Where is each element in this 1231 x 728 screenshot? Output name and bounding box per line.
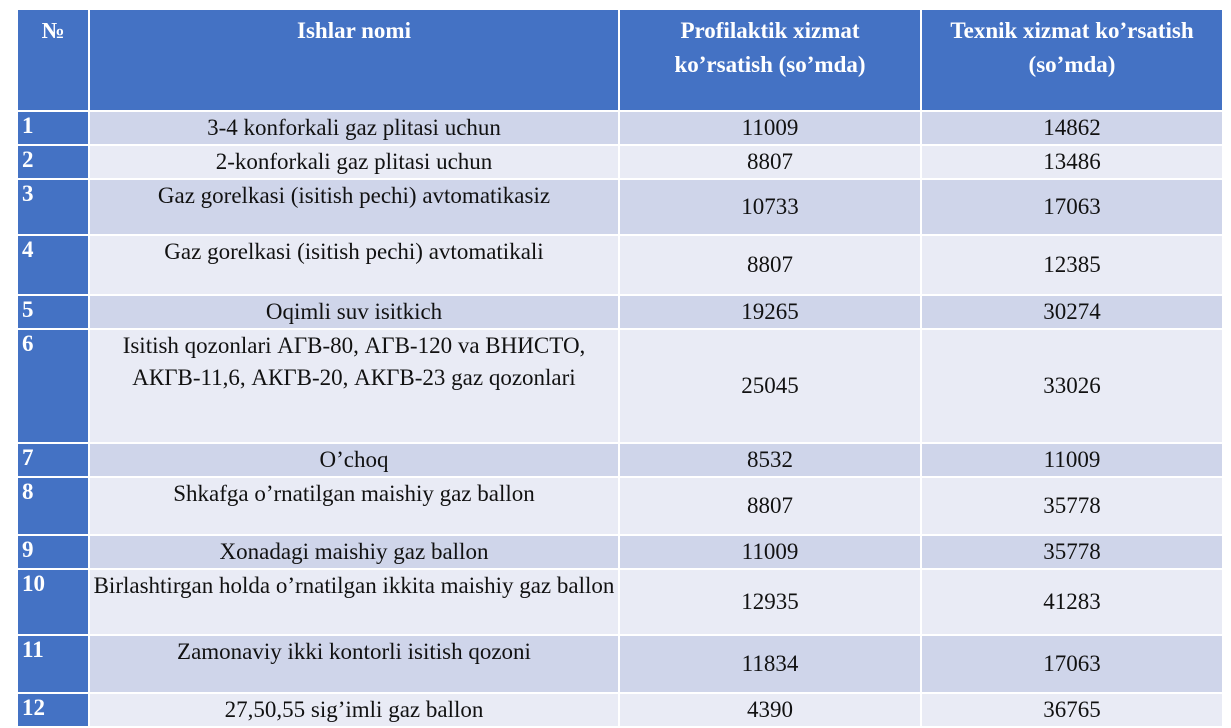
table-row [17, 295, 1223, 329]
row-number: 12 [17, 693, 89, 727]
row-number: 3 [17, 179, 89, 235]
row-number: 11 [17, 635, 89, 693]
row-name: 2-konforkali gaz plitasi uchun [89, 145, 619, 179]
row-profilaktik-price: 8807 [619, 145, 921, 179]
row-texnik-price: 17063 [921, 635, 1223, 693]
row-name: O’choq [89, 443, 619, 477]
price-table [16, 8, 1224, 728]
row-number: 2 [17, 145, 89, 179]
table-row [17, 693, 1223, 727]
header-texnik: Texnik xizmat ko’rsatish (so’mda) [921, 9, 1223, 111]
row-texnik-price: 35778 [921, 477, 1223, 535]
row-profilaktik-price: 4390 [619, 693, 921, 727]
table-row [17, 179, 1223, 235]
row-number: 7 [17, 443, 89, 477]
row-texnik-price: 30274 [921, 295, 1223, 329]
header-name: Ishlar nomi [89, 9, 619, 111]
row-profilaktik-price: 8807 [619, 235, 921, 295]
table-row [17, 111, 1223, 145]
row-number: 8 [17, 477, 89, 535]
row-texnik-price: 41283 [921, 569, 1223, 635]
row-texnik-price: 14862 [921, 111, 1223, 145]
row-number: 9 [17, 535, 89, 569]
row-profilaktik-price: 25045 [619, 329, 921, 443]
row-number: 10 [17, 569, 89, 635]
row-profilaktik-price: 8807 [619, 477, 921, 535]
row-profilaktik-price: 12935 [619, 569, 921, 635]
table-row [17, 477, 1223, 535]
row-name: Birlashtirgan holda o’rnatilgan ikkita maishiy gaz ballon [89, 569, 619, 635]
row-name: Shkafga o’rnatilgan maishiy gaz ballon [89, 477, 619, 535]
header-num: № [17, 9, 89, 111]
row-texnik-price: 33026 [921, 329, 1223, 443]
row-number: 6 [17, 329, 89, 443]
table-row [17, 635, 1223, 693]
header-profilaktik: Profilaktik xizmat ko’rsatish (so’mda) [619, 9, 921, 111]
table-row [17, 145, 1223, 179]
row-name: Oqimli suv isitkich [89, 295, 619, 329]
row-name: 3-4 konforkali gaz plitasi uchun [89, 111, 619, 145]
row-texnik-price: 12385 [921, 235, 1223, 295]
row-name: Gaz gorelkasi (isitish pechi) avtomatikasiz [89, 179, 619, 235]
row-texnik-price: 13486 [921, 145, 1223, 179]
row-profilaktik-price: 10733 [619, 179, 921, 235]
row-number: 5 [17, 295, 89, 329]
row-texnik-price: 17063 [921, 179, 1223, 235]
header-row [17, 9, 1223, 111]
row-name: 27,50,55 sig’imli gaz ballon [89, 693, 619, 727]
table-row [17, 443, 1223, 477]
row-name: Xonadagi maishiy gaz ballon [89, 535, 619, 569]
table-row [17, 235, 1223, 295]
row-texnik-price: 35778 [921, 535, 1223, 569]
row-number: 4 [17, 235, 89, 295]
row-profilaktik-price: 11009 [619, 535, 921, 569]
row-name: Isitish qozonlari АГВ-80, АГВ-120 va ВНИСТО, АКГВ-11,6, АКГВ-20, АКГВ-23 gaz qozonlari [89, 329, 619, 443]
table-row [17, 569, 1223, 635]
row-profilaktik-price: 8532 [619, 443, 921, 477]
row-name: Gaz gorelkasi (isitish pechi) avtomatikali [89, 235, 619, 295]
table-row [17, 535, 1223, 569]
row-profilaktik-price: 19265 [619, 295, 921, 329]
row-number: 1 [17, 111, 89, 145]
row-texnik-price: 11009 [921, 443, 1223, 477]
row-name: Zamonaviy ikki kontorli isitish qozoni [89, 635, 619, 693]
row-profilaktik-price: 11009 [619, 111, 921, 145]
table-row [17, 329, 1223, 443]
row-profilaktik-price: 11834 [619, 635, 921, 693]
row-texnik-price: 36765 [921, 693, 1223, 727]
